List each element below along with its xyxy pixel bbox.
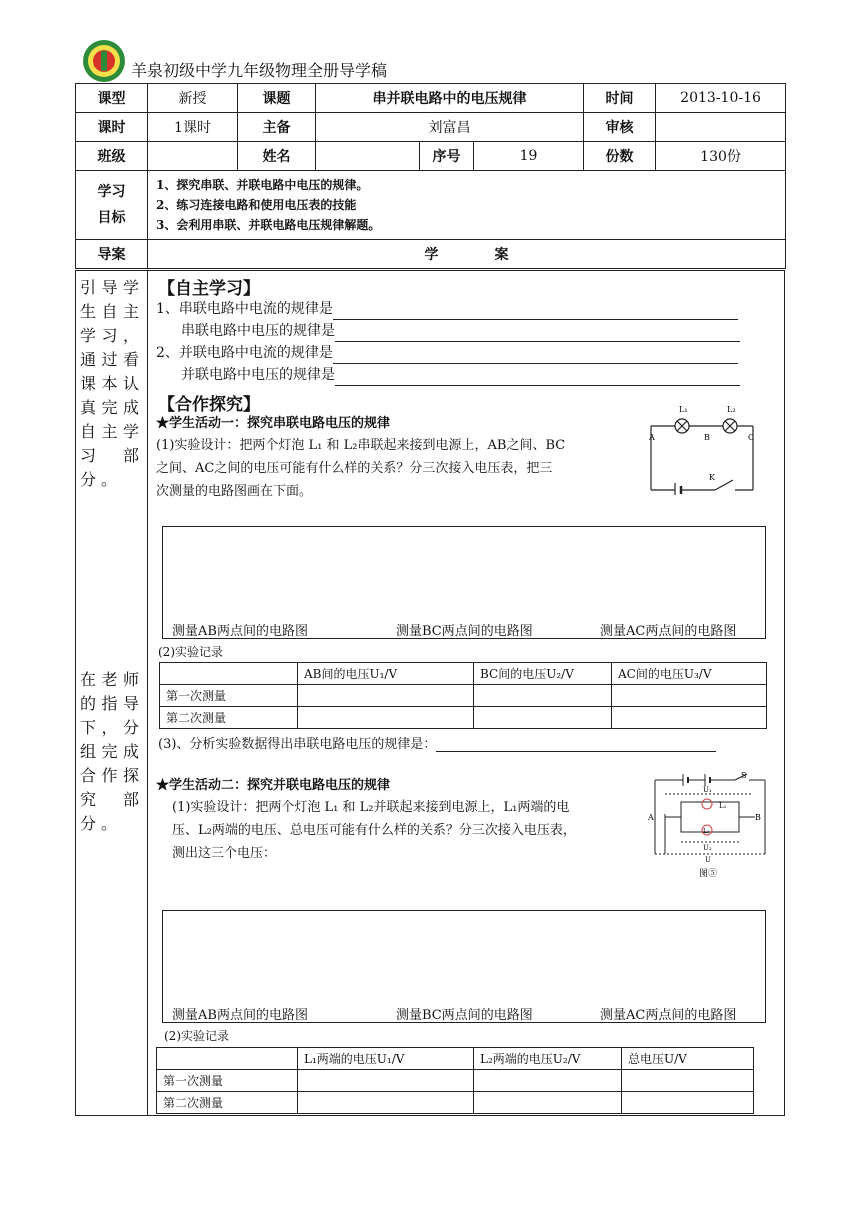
table-cell — [474, 1092, 622, 1114]
lamp-l2-label: L₂ — [727, 405, 736, 414]
value-class — [148, 142, 238, 171]
table-cell — [612, 685, 767, 707]
school-emblem-icon — [78, 38, 130, 84]
q2a-text: 2、并联电路中电流的规律是 — [156, 345, 333, 361]
goal-item: 2、练习连接电路和使用电压表的技能 — [156, 198, 357, 212]
label-goals — [76, 171, 148, 240]
table-row — [157, 1070, 754, 1092]
label-seq: 序号 — [420, 142, 474, 171]
answer-line — [335, 371, 740, 386]
q1a-text: 1、串联电路中电流的规律是 — [156, 301, 333, 317]
label-period: 课时 — [76, 113, 148, 142]
figure-label: 图⑤ — [699, 869, 718, 879]
caption-ac-2: 测量AC两点间的电路图 — [600, 1008, 737, 1023]
table-cell — [298, 1070, 474, 1092]
label-class: 班级 — [76, 142, 148, 171]
activity1-conclusion — [158, 733, 716, 752]
row-label: 第一次测量 — [157, 1070, 298, 1092]
table-header-cell — [157, 1048, 298, 1070]
column-divider — [147, 271, 148, 1115]
self-study-q1a — [156, 298, 776, 320]
table-cell — [612, 707, 767, 729]
table-header-cell: AC间的电压U₃/V — [612, 663, 767, 685]
label-type: 课型 — [76, 84, 148, 113]
side-note-2: 在老师的指导下，分组完成合作探究部分。 — [80, 670, 144, 833]
q2b-text: 并联电路中电压的规律是 — [181, 367, 335, 383]
voltage-u-label: U — [705, 856, 711, 864]
table-header-cell: 总电压U/V — [622, 1048, 754, 1070]
caption-ab-1: 测量AB两点间的电路图 — [172, 624, 308, 639]
voltage-u2-label: U₂ — [703, 844, 712, 852]
table-header-cell: L₁两端的电压U₁/V — [298, 1048, 474, 1070]
record-table-1 — [159, 662, 767, 729]
value-time: 2013-10-16 — [656, 84, 786, 113]
record-label-1: (2)实验记录 — [158, 645, 223, 659]
table-header-cell — [160, 663, 298, 685]
label-goals-1: 学习 — [97, 184, 126, 200]
node-a-label: A — [648, 813, 654, 822]
table-header-cell: BC间的电压U₂/V — [474, 663, 612, 685]
caption-ac-1: 测量AC两点间的电路图 — [600, 624, 737, 639]
row-label: 第二次测量 — [157, 1092, 298, 1114]
table-header-cell: L₂两端的电压U₂/V — [474, 1048, 622, 1070]
caption-bc-2: 测量BC两点间的电路图 — [396, 1008, 533, 1023]
coop-title: 【合作探究】 — [158, 395, 260, 415]
answer-line — [436, 737, 716, 752]
activity1-title: ★学生活动一：探究串联电路电压的规律 — [156, 416, 391, 431]
goal-item: 3、会利用串联、并联电路电压规律解题。 — [156, 218, 381, 232]
table-cell — [474, 1070, 622, 1092]
switch-s-label: S — [741, 771, 747, 780]
self-study-q1b — [181, 320, 781, 342]
info-table — [75, 83, 786, 269]
label-study: 学 案 — [148, 240, 786, 269]
label-author: 主备 — [238, 113, 316, 142]
value-copies: 130份 — [656, 142, 786, 171]
table-row — [157, 1092, 754, 1114]
value-topic: 串并联电路中的电压规律 — [316, 84, 584, 113]
lamp-l1-label: L₁ — [719, 802, 727, 810]
value-author: 刘富昌 — [316, 113, 584, 142]
table-header-cell: AB间的电压U₁/V — [298, 663, 474, 685]
value-review — [656, 113, 786, 142]
value-name — [316, 142, 420, 171]
table-cell — [298, 685, 474, 707]
voltage-u1-label: U₁ — [703, 786, 712, 794]
label-review: 审核 — [584, 113, 656, 142]
table-cell — [474, 685, 612, 707]
lamp-l2-label: L₂ — [703, 828, 710, 835]
caption-bc-1: 测量BC两点间的电路图 — [396, 624, 533, 639]
side-note-1: 引导学生自主学习，通过看课本认真完成自主学习部分。 — [80, 278, 144, 489]
row-label: 第一次测量 — [160, 685, 298, 707]
node-b-label: B — [755, 813, 761, 822]
self-study-title: 【自主学习】 — [158, 279, 260, 299]
table-row — [160, 685, 767, 707]
activity1-text-2: 之间、AC之间的电压可能有什么样的关系？分三次接入电压表，把三 — [156, 461, 553, 476]
self-study-q2b — [181, 364, 781, 386]
value-seq: 19 — [474, 142, 584, 171]
answer-line — [333, 349, 738, 364]
table-cell — [298, 707, 474, 729]
label-copies: 份数 — [584, 142, 656, 171]
switch-k-label: K — [709, 473, 715, 482]
record-table-2 — [156, 1047, 754, 1114]
table-cell — [622, 1070, 754, 1092]
value-period: 1课时 — [148, 113, 238, 142]
table-cell — [474, 707, 612, 729]
table-cell — [298, 1092, 474, 1114]
parallel-circuit-diagram — [643, 770, 773, 880]
lamp-l1-label: L₁ — [679, 405, 688, 414]
record-label-2: (2)实验记录 — [164, 1029, 229, 1043]
label-guide: 导案 — [76, 240, 148, 269]
label-time: 时间 — [584, 84, 656, 113]
q1b-text: 串联电路中电压的规律是 — [181, 323, 335, 339]
label-name: 姓名 — [238, 142, 316, 171]
answer-line — [335, 327, 740, 342]
page-header-title: 羊泉初级中学九年级物理全册导学稿 — [131, 61, 388, 80]
goal-item: 1、探究串联、并联电路中电压的规律。 — [156, 178, 369, 192]
label-topic: 课题 — [238, 84, 316, 113]
activity2-title: ★学生活动二：探究并联电路电压的规律 — [156, 778, 391, 793]
activity1-text-1: (1)实验设计：把两个灯泡 L₁ 和 L₂串联起来接到电源上，AB之间、BC — [156, 438, 566, 453]
value-type: 新授 — [148, 84, 238, 113]
table-row — [160, 707, 767, 729]
answer-line — [333, 305, 738, 320]
goals-list — [148, 171, 786, 240]
label-goals-2: 目标 — [97, 210, 126, 226]
activity2-text-2: 压、L₂两端的电压、总电压可能有什么样的关系？分三次接入电压表， — [172, 823, 576, 838]
table-cell — [622, 1092, 754, 1114]
node-a-label: A — [649, 433, 655, 442]
activity1-text-3: 次测量的电路图画在下面。 — [156, 484, 313, 499]
conclusion-text: (3)、分析实验数据得出串联电路电压的规律是： — [158, 737, 437, 752]
node-b-label: B — [704, 433, 710, 442]
self-study-q2a — [156, 342, 776, 364]
node-c-label: C — [748, 433, 755, 442]
row-label: 第二次测量 — [160, 707, 298, 729]
activity2-text-1: (1)实验设计：把两个灯泡 L₁ 和 L₂并联起来接到电源上，L₁两端的电 — [172, 800, 570, 815]
series-circuit-diagram — [645, 400, 760, 495]
caption-ab-2: 测量AB两点间的电路图 — [172, 1008, 308, 1023]
activity2-text-3: 测出这三个电压： — [172, 846, 277, 861]
